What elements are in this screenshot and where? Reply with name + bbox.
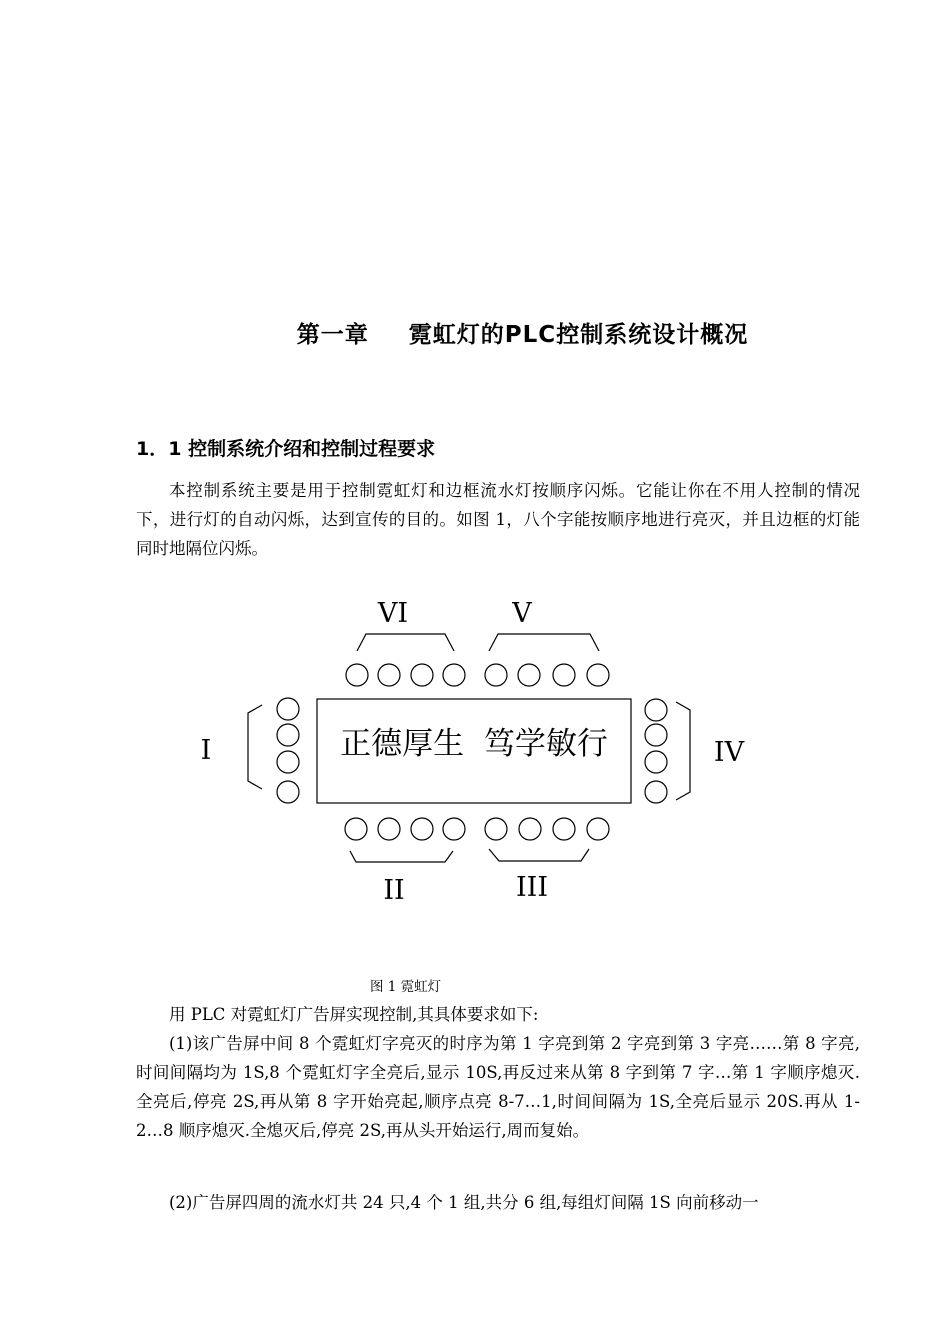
neon-sign-diagram xyxy=(190,590,760,920)
lamp xyxy=(277,698,299,720)
lamp xyxy=(518,664,540,686)
section-title: 控制系统介绍和控制过程要求 xyxy=(188,438,436,460)
lamp-group-iv xyxy=(645,699,667,803)
lamp-group-iii xyxy=(485,818,609,840)
label-group-ii: II xyxy=(383,875,405,906)
lamp-group-v xyxy=(485,664,609,686)
chapter-heading xyxy=(0,316,950,349)
lamp xyxy=(587,664,609,686)
sign-text: 正德厚生 笃学敏行 xyxy=(340,726,608,762)
lamp xyxy=(645,751,667,773)
lamp xyxy=(443,664,465,686)
lamp xyxy=(277,724,299,746)
label-group-v: V xyxy=(512,598,532,629)
lamp xyxy=(587,818,609,840)
lamp xyxy=(277,781,299,803)
label-group-iv: IV xyxy=(713,737,745,768)
lamp xyxy=(553,664,575,686)
label-group-i: I xyxy=(200,735,212,766)
lamp xyxy=(345,818,367,840)
requirements-intro: 用 PLC 对霓虹灯广告屏实现控制,其具体要求如下: xyxy=(169,1005,539,1024)
chapter-title: 霓虹灯的PLC控制系统设计概况 xyxy=(408,322,749,348)
figure-caption: 图 1 霓虹灯 xyxy=(370,979,442,995)
lamp xyxy=(519,818,541,840)
bracket-i xyxy=(248,705,262,789)
lamp xyxy=(645,724,667,746)
section-heading xyxy=(136,434,435,461)
bracket-ii xyxy=(350,851,453,862)
bracket-iv xyxy=(676,702,690,800)
lamp xyxy=(277,751,299,773)
section-number: 1．1 xyxy=(136,438,182,460)
lamp xyxy=(378,664,400,686)
bracket-v xyxy=(489,634,599,651)
requirement-2: (2)广告屏四周的流水灯共 24 只,4 个 1 组,共分 6 组,每组灯间隔 1S 向前移动一 xyxy=(169,1193,759,1212)
lamp xyxy=(485,664,507,686)
lamp xyxy=(645,781,667,803)
lamp-group-i xyxy=(277,698,299,803)
lamp xyxy=(378,818,400,840)
label-group-iii: III xyxy=(516,872,548,903)
lamp xyxy=(485,818,507,840)
chapter-number: 第一章 xyxy=(296,322,369,348)
lamp xyxy=(645,699,667,721)
bracket-vi xyxy=(357,634,454,651)
lamp-group-vi xyxy=(346,664,465,686)
lamp xyxy=(411,818,433,840)
lamp xyxy=(553,818,575,840)
bracket-iii xyxy=(489,849,589,861)
requirement-1: (1)该广告屏中间 8 个霓虹灯字亮灭的时序为第 1 字亮到第 2 字亮到第 3 字亮……第 8 字亮,时间间隔均为 1S,8 个霓虹灯字全亮后,显示 10S,再反过来从第 8 字到第 7 字…第 1 字顺序熄灭.全亮后,停亮 2S,再从第 8 字开始亮起,顺序点亮 8-7…1,时间间隔为 1S,全亮后显示 20S.再从 1-2…8 顺序熄灭.全熄灭后,停亮 2S,再从头开始运行,周而复始。 xyxy=(136,1034,860,1140)
lamp-group-ii xyxy=(345,818,465,840)
lamp xyxy=(411,664,433,686)
lamp xyxy=(346,664,368,686)
lamp xyxy=(443,818,465,840)
label-group-vi: VI xyxy=(377,598,409,629)
intro-paragraph: 本控制系统主要是用于控制霓虹灯和边框流水灯按顺序闪烁。它能让你在不用人控制的情况下，进行灯的自动闪烁，达到宣传的目的。如图 1，八个字能按顺序地进行亮灭，并且边框的灯能同时地隔位闪烁。 xyxy=(136,481,860,558)
